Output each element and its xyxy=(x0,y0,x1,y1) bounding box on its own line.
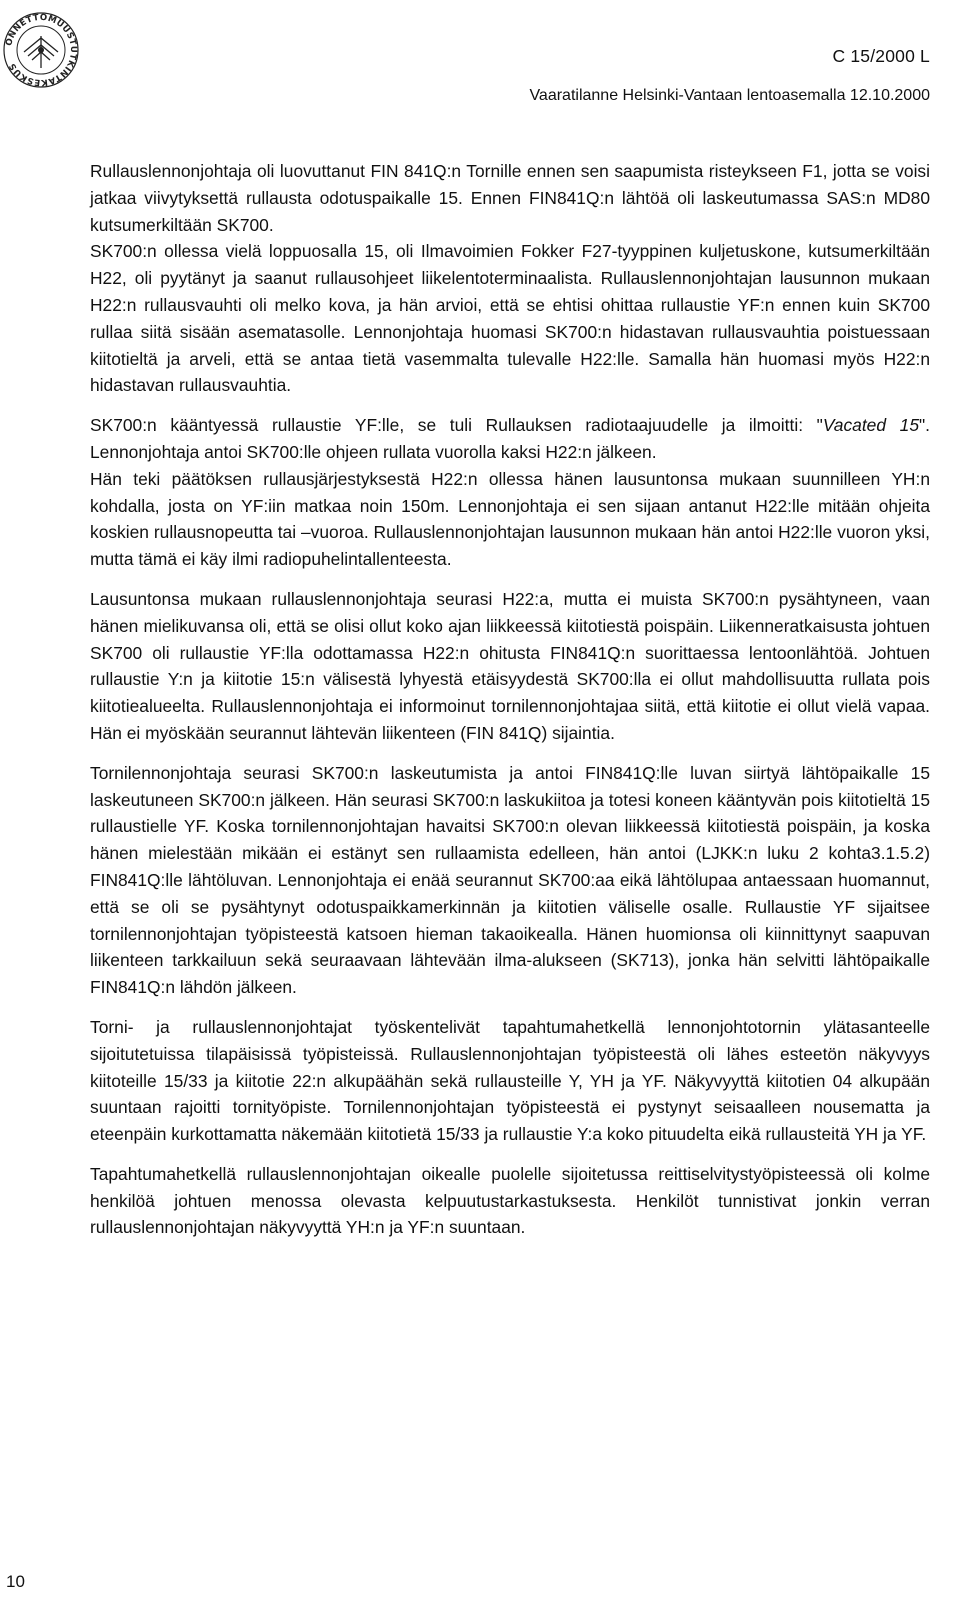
report-body xyxy=(90,158,930,1254)
page-number: 10 xyxy=(6,1572,25,1591)
report-code: C 15/2000 L xyxy=(832,46,930,66)
paragraph: Rullauslennonjohtaja oli luovuttanut FIN 841Q:n Tornille ennen sen saapumista risteykseen F1, jotta se voisi jatkaa viivytyksettä rullausta odotuspaikalle 15. Ennen FIN841Q:n lähtöä oli laskeutumassa SAS:n MD80 kutsumerkiltään SK700. xyxy=(90,161,930,235)
report-title: Vaaratilanne Helsinki-Vantaan lentoasemalla 12.10.2000 xyxy=(529,86,930,104)
agency-logo xyxy=(2,0,80,100)
paragraph-vacated xyxy=(90,412,930,466)
paragraph: SK700:n ollessa vielä loppuosalla 15, oli Ilmavoimien Fokker F27-tyyppinen kuljetuskone, kutsumerkiltään H22, oli pyytänyt ja saanut rullausohjeet liikelentoterminaalista. Rullauslennonjohtajan lausunnon mukaan H22:n rullausvauhti oli melko kova, ja hän arvioi, että se ehtisi ohittaa rullaustie YF:n ennen kuin SK700 rullaa siitä sisään asematasolle. Lennonjohtaja huomasi SK700:n hidastavan rullausvauhtia poistuessaan kiitotieltä ja arveli, että se antaa tietä vasemmalta tulevalle H22:lle. Samalla hän huomasi myös H22:n hidastavan rullausvauhtia. xyxy=(90,241,930,396)
vacated-text-after: ". Lennonjohtaja antoi SK700:lle ohjeen rullata vuorolla kaksi H22:n jälkeen. xyxy=(90,415,931,462)
paragraph: Tornilennonjohtaja seurasi SK700:n laskeutumista ja antoi FIN841Q:lle luvan siirtyä lähtöpaikalle 15 laskeutuneen SK700:n jälkeen. Hän seurasi SK700:n laskukiitoa ja totesi koneen kääntyvän pois kiitotieltä 15 rullaustielle YF. Koska tornilennonjohtajan havaitsi SK700:n olevan liikkeessä kiitotiestä poispäin, ja koska hänen mielestään mikään ei estänyt sen rullaamista edelleen, hän antoi (LJKK:n luku 2 kohta3.1.5.2) FIN841Q:lle lähtöluvan. Lennonjohtaja ei enää seurannut SK700:aa eikä lähtölupaa antaessaan huomannut, että se oli se pysähtynyt odotuspaikkamerkinnän ja kiitotien väliselle osalle. Rullaustie YF sijaitsee tornilennonjohtajan työpisteestä katsoen hieman takaoikealla. Hänen huomionsa oli kiinnittynyt saapuvan liikenteen tarkkailuun sekä seuraavaan lähtevään ilma-alukseen (SK713), jonka hän selvitti lähtöpaikalle FIN841Q:n lähdön jälkeen. xyxy=(90,762,930,998)
paragraph: Tapahtumahetkellä rullauslennonjohtajan oikealle puolelle sijoitetussa reittiselvitystyöpisteessä oli kolme henkilöä johtuen menossa olevasta kelpuutustarkastuksesta. Henkilöt tunnistivat jonkin verran rullauslennonjohtajan näkyvyyttä YH:n ja YF:n suuntaan. xyxy=(90,1163,930,1238)
vacated-quote: Vacated 15 xyxy=(822,415,919,436)
paragraph: Torni- ja rullauslennonjohtajat työskentelivät tapahtumahetkellä lennonjohtotornin ylätasanteelle sijoitutetuissa tilapäisissä työpisteissä. Rullauslennonjohtajan työpisteestä oli lähes esteetön näkyvyys kiitoteille 15/33 ja kiitotie 22:n alkupäähän sekä rullausteille Y, YH ja YF. Näkyvyyttä kiitotien 04 alkupään suuntaan rajoitti tornityöpiste. Tornilennonjohtajan työpisteestä ei pystynyt seisaalleen nousematta ja eteenpäin kurkottamatta näkemään kiitotietä 15/33 ja rullaustie Y:a koko pituudelta eikä rullausteitä YH ja YF. xyxy=(90,1016,930,1145)
report-header xyxy=(529,48,930,104)
seal-icon xyxy=(2,0,80,100)
svg-text:ONNETTOMUUSTUTKINTAKESKUS: ONNETTOMUUSTUTKINTAKESKUS xyxy=(4,12,79,88)
paragraph: Lausuntonsa mukaan rullauslennonjohtaja seurasi H22:a, mutta ei muista SK700:n pysähtyneen, vaan hänen mielikuvansa oli, että se olisi ollut koko ajan liikkeessä kiitotiestä poispäin. Liikenneratkaisusta johtuen SK700 oli rullaustie YF:lla odottamassa H22:n ohitusta FIN841Q:n suorittaessa lentoonlähtöä. Johtuen rullaustie Y:n ja kiitotie 15:n välisestä lyhyestä etäisyydestä SK700:lla ei ollut mahdollisuutta rullata pois kiitotiealueelta. Rullauslennonjohtaja ei informoinut tornilennonjohtajaa siitä, että kiitotie ei ollut vielä vapaa. Hän ei myöskään seurannut lähtevän liikenteen (FIN 841Q) sijaintia. xyxy=(90,588,930,743)
vacated-text-before: SK700:n kääntyessä rullaustie YF:lle, se tuli Rullauksen radiotaajuudelle ja ilmoitti: " xyxy=(90,415,823,436)
paragraph: Hän teki päätöksen rullausjärjestyksestä H22:n ollessa hänen lausuntonsa mukaan suunnilleen YH:n kohdalla, josta on YF:iin matkaa noin 150m. Lennonjohtaja ei sen sijaan antanut H22:lle mitään ohjeita koskien rullausnopeutta tai –vuoroa. Rullauslennonjohtajan lausunnon mukaan hän antoi H22:lle vuoron yksi, mutta tämä ei käy ilmi radiopuhelintallenteesta. xyxy=(90,468,930,570)
